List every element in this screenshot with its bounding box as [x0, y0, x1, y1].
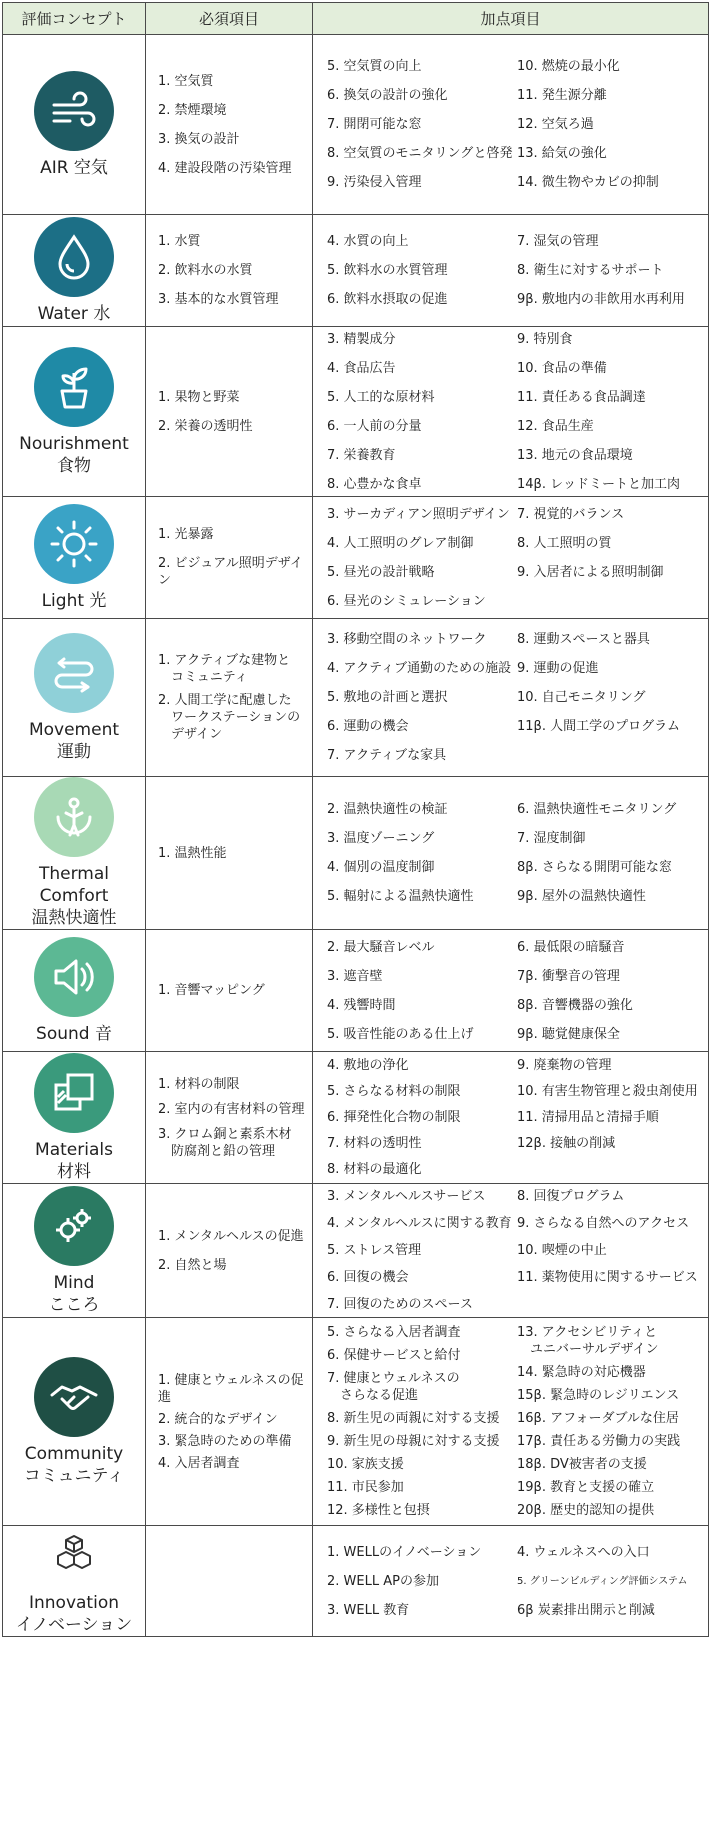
points-item: 9β. 敷地内の非飲用水再利用 [517, 292, 685, 307]
header-concept: 評価コンセプト [3, 3, 146, 35]
cubes-icon [44, 1526, 104, 1586]
concept-cell [3, 497, 146, 619]
points-item: 1. WELLのイノベーション [327, 1544, 482, 1560]
points-item: 7. 材料の透明性 [327, 1136, 422, 1151]
concept-cell [3, 35, 146, 215]
concept-row [3, 619, 709, 777]
materials-squares-icon [34, 1053, 114, 1133]
points-item: 15β. 緊急時のレジリエンス [517, 1388, 680, 1403]
required-item: 1. 果物と野菜 [158, 389, 240, 405]
points-item: 6β 炭素排出開示と削減 [517, 1602, 655, 1618]
points-column-right [517, 58, 710, 191]
points-column-left [327, 506, 517, 610]
points-item: 5. さらなる入居者調査 [327, 1325, 461, 1340]
points-item: 11β. 人間工学のプログラム [517, 719, 680, 734]
points-item: 8. 材料の最適化 [327, 1162, 422, 1177]
points-item: 9. 汚染侵入管理 [327, 175, 422, 190]
points-item: 7. 回復のためのスペース [327, 1297, 473, 1312]
points-column-right [517, 1057, 710, 1178]
required-item: 2. 人間工学に配慮した [158, 693, 292, 708]
header-row [3, 3, 709, 35]
points-item: 7. 視覚的バランス [517, 506, 625, 522]
concept-name: Water 水 [37, 303, 111, 324]
points-item: 6. 回復の機会 [327, 1270, 409, 1285]
thermal-person-icon [34, 777, 114, 857]
points-item: 11. 薬物使用に関するサービス [517, 1270, 698, 1285]
points-item: 3. 移動空間のネットワーク [327, 632, 487, 647]
points-cell [313, 1184, 709, 1318]
concept-row [3, 497, 709, 619]
points-item: 7β. 衝撃音の管理 [517, 968, 620, 984]
points-item: 14. 緊急時の対応機器 [517, 1365, 646, 1380]
points-item: 10. 自己モニタリング [517, 690, 646, 705]
points-item: 7. 湿気の管理 [517, 234, 599, 249]
points-item: 4. 残響時間 [327, 997, 396, 1013]
plant-icon [34, 347, 114, 427]
required-item: 1. 空気質 [158, 73, 214, 89]
required-item: ワークステーションの [158, 710, 301, 725]
points-item: 6. 飲料水摂取の促進 [327, 292, 448, 307]
points-item: 12. 食品生産 [517, 418, 594, 434]
well-concept-table [2, 2, 709, 1637]
required-item: 1. アクティブな建物と [158, 653, 291, 668]
required-item: 3. 緊急時のための準備 [158, 1433, 292, 1449]
points-item: 7. アクティブな家具 [327, 748, 447, 763]
required-item: 4. 建設段階の汚染管理 [158, 160, 292, 176]
points-item: 5. 吸音性能のある仕上げ [327, 1026, 474, 1042]
points-item: 4. 水質の向上 [327, 234, 409, 249]
required-item: 2. 禁煙環境 [158, 102, 227, 118]
points-column-left [327, 631, 517, 764]
points-item: 5. 敷地の計画と選択 [327, 690, 448, 705]
points-item: 10. 喫煙の中止 [517, 1243, 607, 1258]
points-column-left [327, 1188, 517, 1313]
points-item: 6. 温熱快適性モニタリング [517, 802, 677, 817]
concept-row [3, 777, 709, 930]
points-column-left [327, 233, 517, 308]
points-item: 13. 給気の強化 [517, 146, 607, 161]
required-cell [146, 497, 313, 619]
required-cell [146, 930, 313, 1052]
points-cell [313, 1052, 709, 1184]
concept-name: Movement [28, 719, 120, 740]
required-item: コミュニティ [158, 670, 248, 685]
points-cell [313, 930, 709, 1052]
concept-name: Mind [53, 1272, 95, 1293]
points-item: 8. 人工照明の質 [517, 535, 612, 551]
required-item: 防腐剤と鉛の管理 [158, 1143, 276, 1159]
points-item: 8. 運動スペースと器具 [517, 632, 650, 647]
points-item: 4. 食品広告 [327, 360, 396, 376]
concept-name-ja: こころ [48, 1294, 100, 1315]
concept-name: Thermal Comfort [38, 864, 109, 906]
required-cell [146, 1318, 313, 1526]
concept-name: Materials [35, 1139, 113, 1160]
points-item: 4. 敷地の浄化 [327, 1058, 409, 1073]
concept-cell [3, 930, 146, 1052]
points-item: 3. サーカディアン照明デザイン [327, 506, 510, 522]
points-item: 13. アクセシビリティと [517, 1325, 658, 1340]
required-item: 1. 材料の制限 [158, 1076, 240, 1092]
required-item: 2. 室内の有害材料の管理 [158, 1101, 305, 1117]
points-item: 11. 発生源分離 [517, 88, 607, 103]
points-item: 4. ウェルネスへの入口 [517, 1544, 650, 1560]
required-cell [146, 619, 313, 777]
header-required: 必須項目 [146, 3, 313, 35]
points-item: 4. 人工照明のグレア制御 [327, 535, 474, 551]
points-cell [313, 327, 709, 497]
concept-name: Light 光 [41, 590, 107, 611]
points-item: 6. 最低限の暗騒音 [517, 939, 625, 955]
points-item: 12β. 接触の削減 [517, 1136, 616, 1151]
points-item: 9β. 聴覚健康保全 [517, 1026, 620, 1042]
points-item: 8. 心豊かな食卓 [327, 476, 422, 492]
points-item: 8. 衛生に対するサポート [517, 263, 664, 278]
points-item: 9β. 屋外の温熱快適性 [517, 889, 646, 904]
points-column-right [517, 1544, 710, 1619]
concept-cell [3, 1184, 146, 1318]
points-item: 11. 清掃用品と清掃手順 [517, 1110, 659, 1125]
points-item: 12. 空気ろ過 [517, 117, 594, 132]
concept-name: Nourishment [19, 433, 129, 454]
points-column-right [517, 233, 710, 308]
points-item: 3. 温度ゾーニング [327, 831, 435, 846]
points-column-right [517, 506, 710, 610]
concept-name-ja: 材料 [57, 1161, 91, 1182]
points-item: 20β. 歴史的認知の提供 [517, 1503, 655, 1518]
required-cell [146, 215, 313, 327]
concept-name-ja: イノベーション [15, 1615, 133, 1635]
points-item: 3. メンタルヘルスサービス [327, 1189, 486, 1204]
handshake-icon [34, 1357, 114, 1437]
points-item: 10. 有害生物管理と殺虫剤使用 [517, 1084, 698, 1099]
points-item: 16β. アフォーダブルな住居 [517, 1411, 679, 1426]
speaker-icon [34, 937, 114, 1017]
points-item: 10. 燃焼の最小化 [517, 59, 620, 74]
points-item: 2. WELL APの参加 [327, 1573, 439, 1589]
points-item: 14. 微生物やカビの抑制 [517, 175, 659, 190]
concept-name-ja: 温熱快適性 [31, 908, 117, 928]
points-column-left [327, 1544, 517, 1619]
water-drop-icon [34, 217, 114, 297]
concept-row [3, 930, 709, 1052]
points-item: 9. 入居者による照明制御 [517, 564, 664, 580]
points-item: 4. アクティブ通勤のための施設 [327, 661, 512, 676]
points-item: 9. 特別食 [517, 331, 573, 347]
points-item: 9. 運動の促進 [517, 661, 599, 676]
points-column-right [517, 1324, 710, 1519]
required-item: 4. 入居者調査 [158, 1455, 240, 1471]
points-cell [313, 215, 709, 327]
required-item: 2. 飲料水の水質 [158, 263, 253, 278]
required-item: 1. 健康とウェルネスの促進 [158, 1372, 304, 1405]
concept-row [3, 215, 709, 327]
concept-row [3, 327, 709, 497]
points-item: 6. 保健サービスと給付 [327, 1348, 461, 1363]
concept-name-ja: コミュニティ [23, 1465, 125, 1486]
points-item: 19β. 教育と支援の確立 [517, 1480, 655, 1495]
required-cell [146, 1052, 313, 1184]
concept-row [3, 1526, 709, 1637]
concept-name: AIR 空気 [40, 157, 108, 178]
required-cell [146, 1184, 313, 1318]
points-item: 10. 食品の準備 [517, 360, 607, 376]
wind-icon [34, 71, 114, 151]
concept-cell [3, 1052, 146, 1184]
required-item: 3. 基本的な水質管理 [158, 292, 279, 307]
points-item: 8. 新生児の両親に対する支援 [327, 1411, 500, 1426]
points-column-right [517, 631, 710, 764]
concept-row [3, 1184, 709, 1318]
required-item: 2. 統合的なデザイン [158, 1411, 278, 1427]
points-item: 9. さらなる自然へのアクセス [517, 1216, 690, 1231]
points-cell [313, 1526, 709, 1637]
points-column-left [327, 1057, 517, 1178]
concept-name-ja: 食物 [57, 455, 91, 476]
points-cell [313, 777, 709, 930]
concept-cell [3, 777, 146, 930]
required-item: デザイン [158, 727, 223, 742]
points-item: 5. ストレス管理 [327, 1243, 422, 1258]
points-column-left [327, 331, 517, 493]
required-item: 1. 温熱性能 [158, 845, 227, 861]
points-item: 3. WELL 教育 [327, 1602, 410, 1618]
points-item: 7. 栄養教育 [327, 447, 396, 463]
points-item: 14β. レッドミートと加工肉 [517, 476, 680, 492]
points-item: 6. 運動の機会 [327, 719, 409, 734]
points-column-right [517, 331, 710, 493]
points-column-right [517, 1188, 710, 1313]
points-column-left [327, 939, 517, 1043]
points-item: 11. 責任ある食品調達 [517, 389, 646, 405]
concept-cell [3, 1318, 146, 1526]
points-item: 12. 多様性と包摂 [327, 1503, 430, 1518]
sun-icon [34, 504, 114, 584]
points-item: 13. 地元の食品環境 [517, 447, 633, 463]
movement-arrows-icon [34, 633, 114, 713]
points-column-right [517, 939, 710, 1043]
points-item: 17β. 責任ある労働力の実践 [517, 1434, 681, 1449]
points-item: 8. 空気質のモニタリングと啓発 [327, 146, 513, 161]
required-item: 3. 換気の設計 [158, 131, 240, 147]
points-item: 3. 精製成分 [327, 331, 396, 347]
points-item: 4. 個別の温度制御 [327, 860, 435, 875]
points-item: 5. 人工的な原材料 [327, 389, 435, 405]
concept-cell [3, 1526, 146, 1637]
points-item: 2. 温熱快適性の検証 [327, 802, 448, 817]
concept-name-ja: 運動 [57, 741, 91, 762]
points-item: 11. 市民参加 [327, 1480, 404, 1495]
points-item: 9. 廃棄物の管理 [517, 1058, 612, 1073]
points-column-left [327, 801, 517, 905]
required-item: 2. 自然と場 [158, 1257, 227, 1273]
points-item: 8. 回復プログラム [517, 1189, 625, 1204]
required-cell [146, 777, 313, 930]
points-item: 5. 飲料水の水質管理 [327, 263, 448, 278]
points-item: 8β. さらなる開閉可能な窓 [517, 860, 672, 875]
points-item: 6. 換気の設計の強化 [327, 88, 448, 103]
points-item: 6. 揮発性化合物の制限 [327, 1110, 461, 1125]
points-item: 9. 新生児の母親に対する支援 [327, 1434, 500, 1449]
points-item: 7. 湿度制御 [517, 831, 586, 846]
header-points: 加点項目 [313, 3, 709, 35]
points-item: 4. メンタルヘルスに関する教育 [327, 1216, 512, 1231]
required-item: 1. メンタルヘルスの促進 [158, 1228, 304, 1244]
points-column-left [327, 58, 517, 191]
points-item: 8β. 音響機器の強化 [517, 997, 633, 1013]
concept-name: Sound 音 [36, 1023, 112, 1044]
points-cell [313, 1318, 709, 1526]
required-item: 2. ビジュアル照明デザイン [158, 556, 303, 588]
concept-cell [3, 327, 146, 497]
concept-row [3, 1318, 709, 1526]
concept-name: Community [24, 1443, 124, 1464]
points-item: 5. さらなる材料の制限 [327, 1084, 461, 1099]
concept-cell [3, 215, 146, 327]
points-item: 5. 昼光の設計戦略 [327, 564, 435, 580]
concept-cell [3, 619, 146, 777]
concept-row [3, 1052, 709, 1184]
points-cell [313, 497, 709, 619]
points-item: 6. 昼光のシミュレーション [327, 593, 486, 609]
concept-row [3, 35, 709, 215]
points-item: 7. 開閉可能な窓 [327, 117, 422, 132]
points-item: 5. 空気質の向上 [327, 59, 422, 74]
points-item: 6. 一人前の分量 [327, 418, 422, 434]
points-cell [313, 35, 709, 215]
points-item: 18β. DV被害者の支援 [517, 1457, 647, 1472]
points-item: 10. 家族支援 [327, 1457, 404, 1472]
points-item: さらなる促進 [327, 1388, 419, 1403]
points-column-right [517, 801, 710, 905]
required-cell [146, 35, 313, 215]
required-cell [146, 1526, 313, 1637]
points-item: ユニバーサルデザイン [517, 1342, 659, 1357]
required-item: 1. 水質 [158, 234, 201, 249]
points-item: 5. グリーンビルディング評価システム [517, 1575, 688, 1587]
required-cell [146, 327, 313, 497]
points-item: 3. 遮音壁 [327, 968, 383, 984]
required-item: 1. 光暴露 [158, 527, 214, 542]
concept-name: Innovation [28, 1593, 119, 1613]
points-item: 2. 最大騒音レベル [327, 939, 435, 955]
points-item: 7. 健康とウェルネスの [327, 1371, 460, 1386]
gears-head-icon [34, 1186, 114, 1266]
required-item: 1. 音響マッピング [158, 983, 265, 998]
points-cell [313, 619, 709, 777]
points-item: 5. 輻射による温熱快適性 [327, 889, 474, 904]
required-item: 2. 栄養の透明性 [158, 418, 253, 434]
points-column-left [327, 1324, 517, 1519]
required-item: 3. クロム銅と素系木材 [158, 1126, 292, 1142]
